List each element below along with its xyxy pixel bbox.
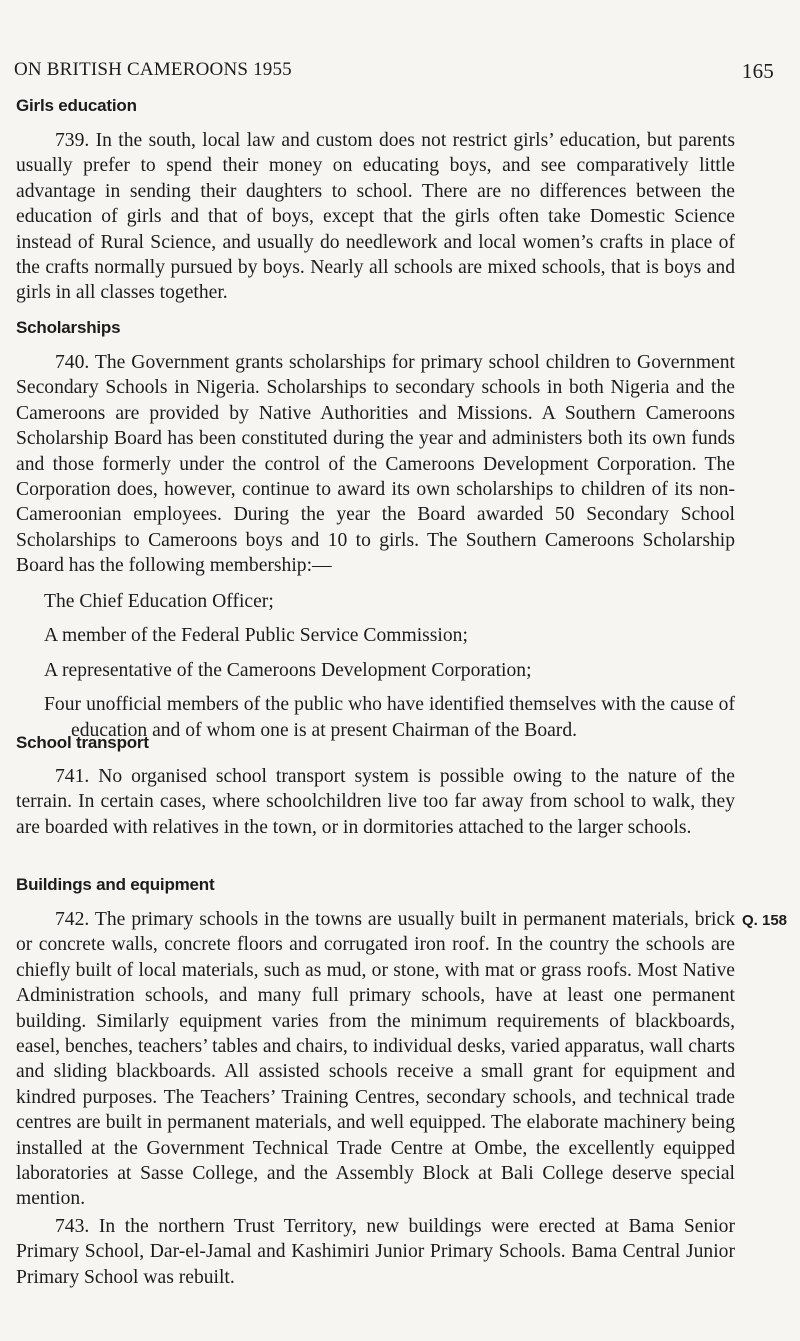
paragraph-740: 740. The Government grants scholarships for primary school children to Government Secondary Schools in Nigeria. Scholarships to secondary schools in both Nigeria and the Cameroons are provided by Native Authorities and Missions. A Southern Cameroons Scholarship Board has been constituted during the year and administers both its own funds and those formerly under the control of the Cameroons Development Corporation. The Corporation does, however, continue to award its own scholarships to children of its non-Cameroonian employees. During the year the Board awarded 50 Secondary School Scholarships to Cameroons boys and 10 to girls. The Southern Cameroons Scholarship Board has the following membership:— bbox=[16, 352, 735, 577]
running-header bbox=[14, 59, 774, 81]
running-header-title: ON BRITISH CAMEROONS 1955 bbox=[14, 59, 292, 80]
paragraph-739: 739. In the south, local law and custom does not restrict girls’ education, but parents usually prefer to spend their money on educating boys, and see comparatively little advantage in sending their daughters to school. There are no differences between the education of girls and that of boys, except that the girls often take Domestic Science instead of Rural Science, and usually do needlework and local women’s crafts in place of the crafts normally pursued by boys. Nearly all schools are mixed schools, that is boys and girls in all classes together. bbox=[16, 130, 735, 304]
board-member-item: Four unofficial members of the public who have identified themselves with the cause of education and of whom one is at present Chairman of the Board. bbox=[44, 694, 735, 741]
board-member-item: A representative of the Cameroons Development Corporation; bbox=[44, 659, 532, 681]
heading-buildings-equipment: Buildings and equipment bbox=[16, 875, 215, 894]
heading-school-transport: School transport bbox=[16, 733, 149, 752]
paragraph-743: 743. In the northern Trust Territory, new buildings were erected at Bama Senior Primary School, Dar-el-Jamal and Kashimiri Junior Primary Schools. Bama Central Junior Primary School was rebuilt. bbox=[16, 1216, 735, 1288]
paragraph-742: 742. The primary schools in the towns are usually built in permanent materials, brick or concrete walls, concrete floors and corrugated iron roof. In the country the schools are chiefly built of local materials, such as mud, or stone, with mat or grass roofs. Most Native Administration schools, and many full primary schools, have at least one permanent building. Similarly equipment varies from the minimum requirements of blackboards, easel, benches, teachers’ tables and chairs, to individual desks, varied apparatus, wall charts and sliding blackboards. All assisted schools receive a small grant for equipment and kindred purposes. The Teachers’ Training Centres, secondary schools, and technical trade centres are built in permanent materials, and well equipped. The elaborate machinery being installed at the Government Technical Trade Centre at Ombe, the excellently equipped laboratories at Sasse College, and the Assembly Block at Bali College deserve special mention. bbox=[16, 909, 735, 1210]
board-membership-list bbox=[44, 589, 735, 752]
board-member-item: The Chief Education Officer; bbox=[44, 591, 274, 612]
heading-girls-education: Girls education bbox=[16, 96, 137, 115]
page-number: 165 bbox=[741, 59, 774, 83]
board-member-item: A member of the Federal Public Service Commission; bbox=[44, 625, 468, 647]
question-reference-note: Q. 158 bbox=[742, 912, 788, 929]
paragraph-741: 741. No organised school transport system is possible owing to the nature of the terrain. In certain cases, where schoolchildren live too far away from school to walk, they are boarded with relatives in the town, or in dormitories attached to the larger schools. bbox=[16, 766, 735, 838]
heading-scholarships: Scholarships bbox=[16, 318, 121, 337]
